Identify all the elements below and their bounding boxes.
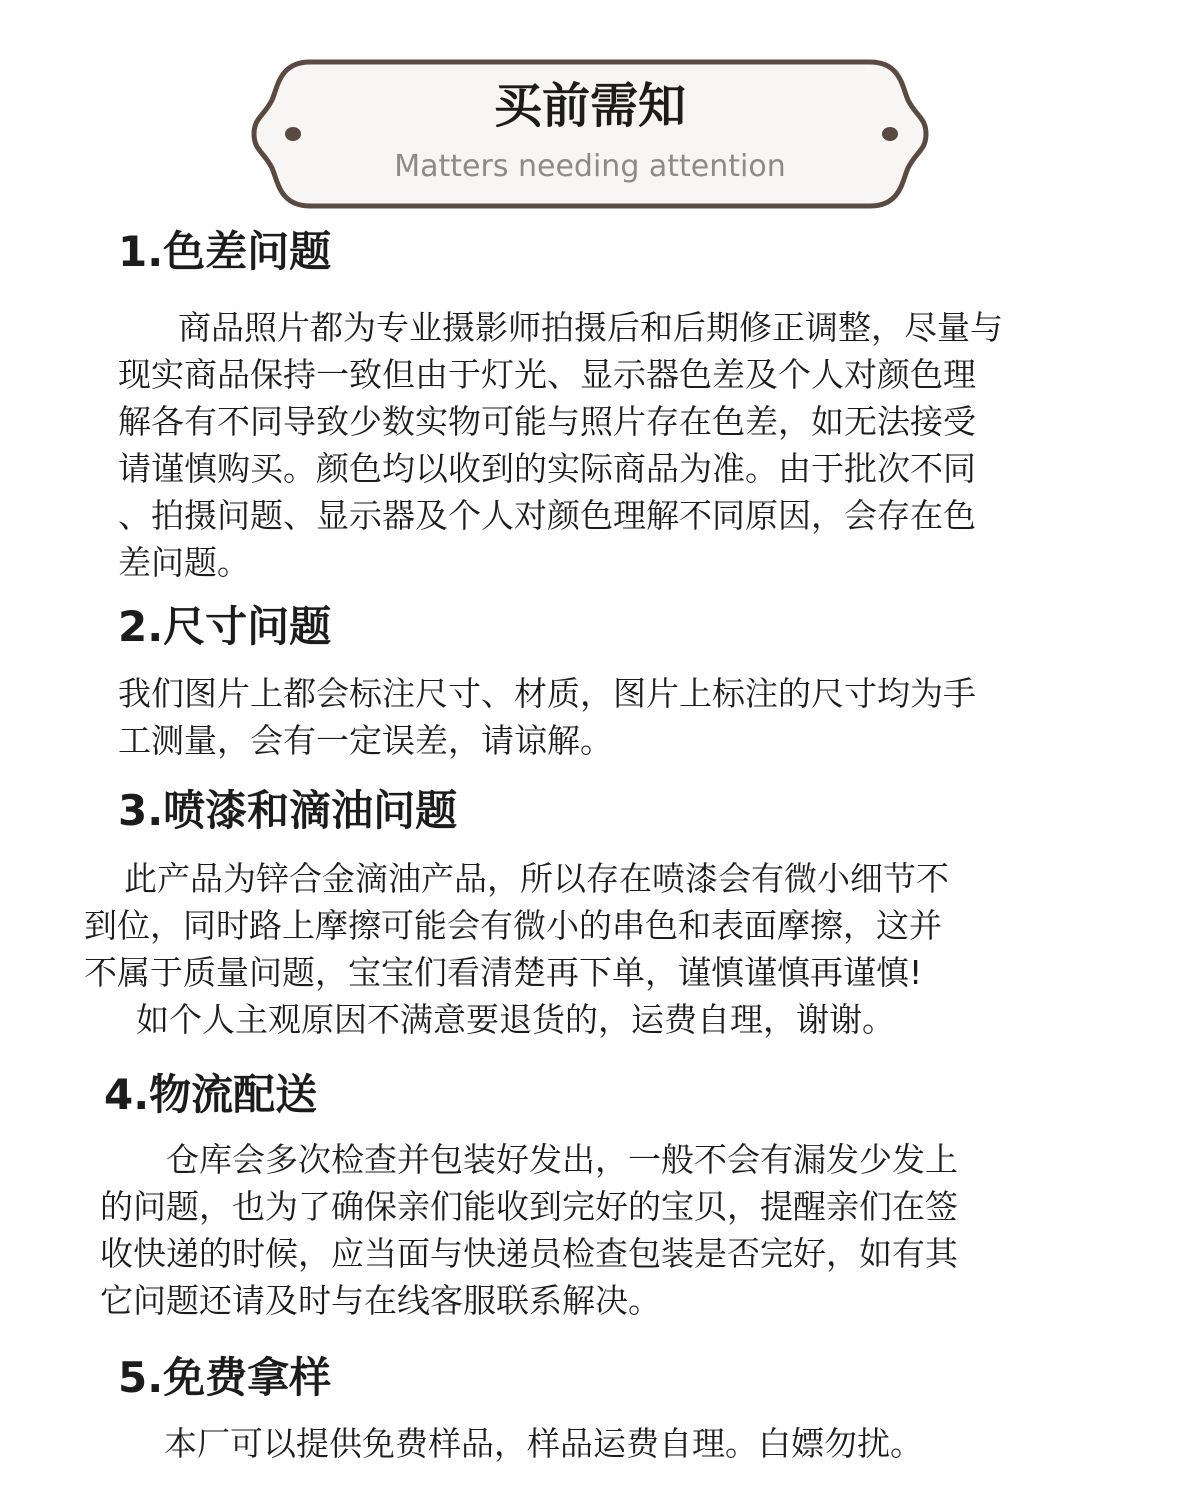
body-line: 的问题，也为了确保亲们能收到完好的宝贝，提醒亲们在签: [100, 1187, 958, 1226]
body-line: 仓库会多次检查并包装好发出，一般不会有漏发少发上: [166, 1140, 958, 1179]
section-title-free-sample: 5.免费拿样: [118, 1353, 332, 1402]
body-line: 请谨慎购买。颜色均以收到的实际商品为准。由于批次不同: [118, 449, 976, 488]
body-line: 、拍摄问题、显示器及个人对颜色理解不同原因，会存在色: [118, 496, 976, 535]
section-title-color-difference: 1.色差问题: [118, 227, 332, 276]
body-line: 到位，同时路上摩擦可能会有微小的串色和表面摩擦，这并: [84, 906, 942, 945]
body-line: 解各有不同导致少数实物可能与照片存在色差，如无法接受: [118, 402, 976, 441]
section-title-logistics: 4.物流配送: [104, 1070, 318, 1119]
section-body-size: [118, 670, 976, 764]
section-body-paint-and-enamel: [84, 855, 949, 1043]
body-line: 此产品为锌合金滴油产品，所以存在喷漆会有微小细节不: [124, 859, 949, 898]
page-title: 买前需知: [493, 78, 686, 134]
body-line: 本厂可以提供免费样品，样品运费自理。白嫖勿扰。: [164, 1424, 923, 1463]
section-title-size: 2.尺寸问题: [118, 602, 332, 651]
body-line: 工测量，会有一定误差，请谅解。: [118, 721, 613, 760]
section-body-logistics: [100, 1136, 958, 1324]
body-line: 收快递的时候，应当面与快递员检查包装是否完好，如有其: [100, 1234, 958, 1273]
body-line: 商品照片都为专业摄影师拍摄后和后期修正调整，尽量与: [178, 308, 1003, 347]
body-line: 差问题。: [118, 543, 250, 582]
body-line: 它问题还请及时与在线客服联系解决。: [100, 1281, 661, 1320]
page-subtitle: Matters needing attention: [394, 149, 786, 184]
section-body-free-sample: [164, 1420, 923, 1467]
body-line: 不属于质量问题，宝宝们看清楚再下单，谨慎谨慎再谨慎!: [84, 953, 923, 992]
section-title-paint-and-enamel: 3.喷漆和滴油问题: [118, 786, 458, 835]
body-line: 如个人主观原因不满意要退货的，运费自理，谢谢。: [136, 1000, 895, 1039]
section-body-color-difference: [118, 304, 1003, 586]
body-line: 现实商品保持一致但由于灯光、显示器色差及个人对颜色理: [118, 355, 976, 394]
body-line: 我们图片上都会标注尺寸、材质，图片上标注的尺寸均为手: [118, 674, 976, 713]
